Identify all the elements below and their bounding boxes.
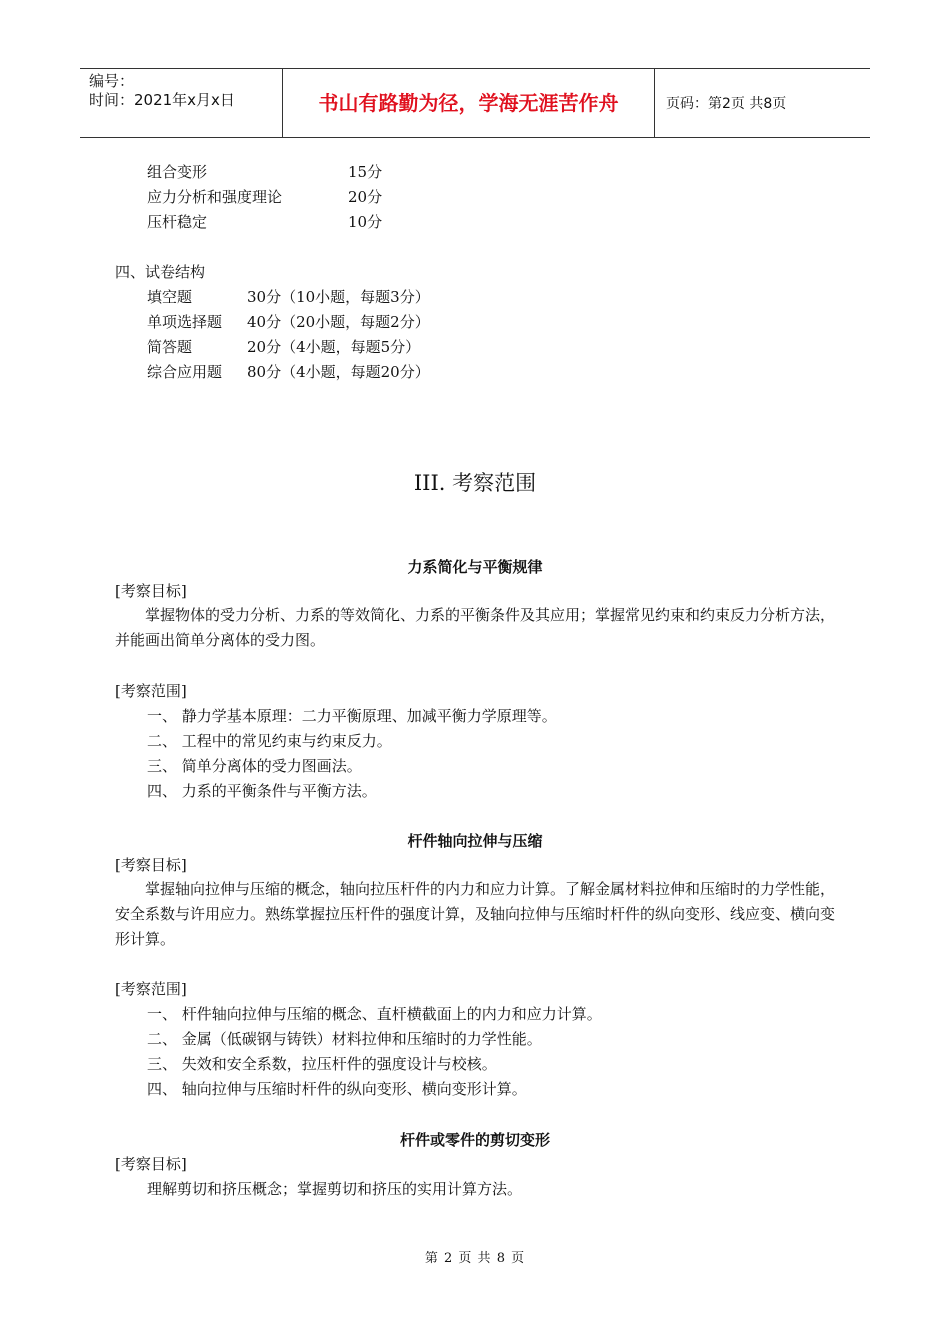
goal-paragraph: 掌握物体的受力分析、力系的等效简化、力系的平衡条件及其应用；掌握常见约束和约束反力分析方法，并能画出简单分离体的受力图。 [115, 606, 836, 649]
structure-item-detail: 30分（10小题，每题3分） [247, 288, 430, 306]
header-motto: 书山有路勤为径，学海无涯苦作舟 [283, 69, 655, 137]
score-item-name: 应力分析和强度理论 [147, 188, 283, 206]
section-title: III. 考察范围 [413, 471, 537, 495]
scope-item: 三、 失效和安全系数，拉压杆件的强度设计与校核。 [147, 1055, 497, 1073]
topic-title: 力系简化与平衡规律 [407, 558, 543, 576]
structure-heading: 四、试卷结构 [115, 263, 206, 281]
score-item-value: 15分 [348, 163, 383, 181]
page-header [80, 68, 870, 138]
scope-item: 二、 金属（低碳钢与铸铁）材料拉伸和压缩时的力学性能。 [147, 1030, 542, 1048]
scope-item: 三、 简单分离体的受力图画法。 [147, 757, 362, 775]
structure-item-detail: 80分（4小题，每题20分） [247, 363, 430, 381]
header-page-info: 页码：第2页 共8页 [666, 96, 787, 112]
scope-item: 二、 工程中的常见约束与约束反力。 [147, 732, 392, 750]
topic-title: 杆件或零件的剪切变形 [399, 1131, 550, 1149]
goal-paragraph: 掌握轴向拉伸与压缩的概念，轴向拉压杆件的内力和应力计算。了解金属材料拉伸和压缩时的力学性能，安全系数与许用应力。熟练掌握拉压杆件的强度计算，及轴向拉伸与压缩时杆件的纵向变形、线应变、横向变形计算。 [115, 880, 836, 948]
scope-item: 四、 力系的平衡条件与平衡方法。 [147, 782, 377, 800]
scope-label: [考察范围] [115, 980, 187, 998]
goal-label: [考察目标] [115, 582, 187, 600]
structure-item-name: 简答题 [147, 338, 193, 356]
score-item-name: 组合变形 [147, 163, 208, 181]
document-code-label: 编号： [89, 72, 135, 90]
page-footer: 第 2 页 共 8 页 [424, 1251, 526, 1266]
score-item-name: 压杆稳定 [147, 213, 208, 231]
goal-label: [考察目标] [115, 1155, 187, 1173]
header-meta [80, 69, 283, 137]
scope-label: [考察范围] [115, 682, 187, 700]
document-date-label: 时间：2021年x月x日 [89, 91, 235, 109]
scope-item: 一、 杆件轴向拉伸与压缩的概念、直杆横截面上的内力和应力计算。 [147, 1005, 602, 1023]
structure-item-name: 单项选择题 [147, 313, 223, 331]
structure-item-detail: 20分（4小题，每题5分） [247, 338, 421, 356]
structure-item-detail: 40分（20小题，每题2分） [247, 313, 430, 331]
scope-item: 一、 静力学基本原理：二力平衡原理、加减平衡力学原理等。 [147, 707, 557, 725]
topic-title: 杆件轴向拉伸与压缩 [407, 832, 543, 850]
goal-paragraph: 理解剪切和挤压概念；掌握剪切和挤压的实用计算方法。 [147, 1180, 523, 1198]
goal-label: [考察目标] [115, 856, 187, 874]
score-item-value: 10分 [348, 213, 383, 231]
structure-item-name: 填空题 [147, 288, 193, 306]
structure-item-name: 综合应用题 [147, 363, 223, 381]
scope-item: 四、 轴向拉伸与压缩时杆件的纵向变形、横向变形计算。 [147, 1080, 527, 1098]
score-item-value: 20分 [348, 188, 383, 206]
